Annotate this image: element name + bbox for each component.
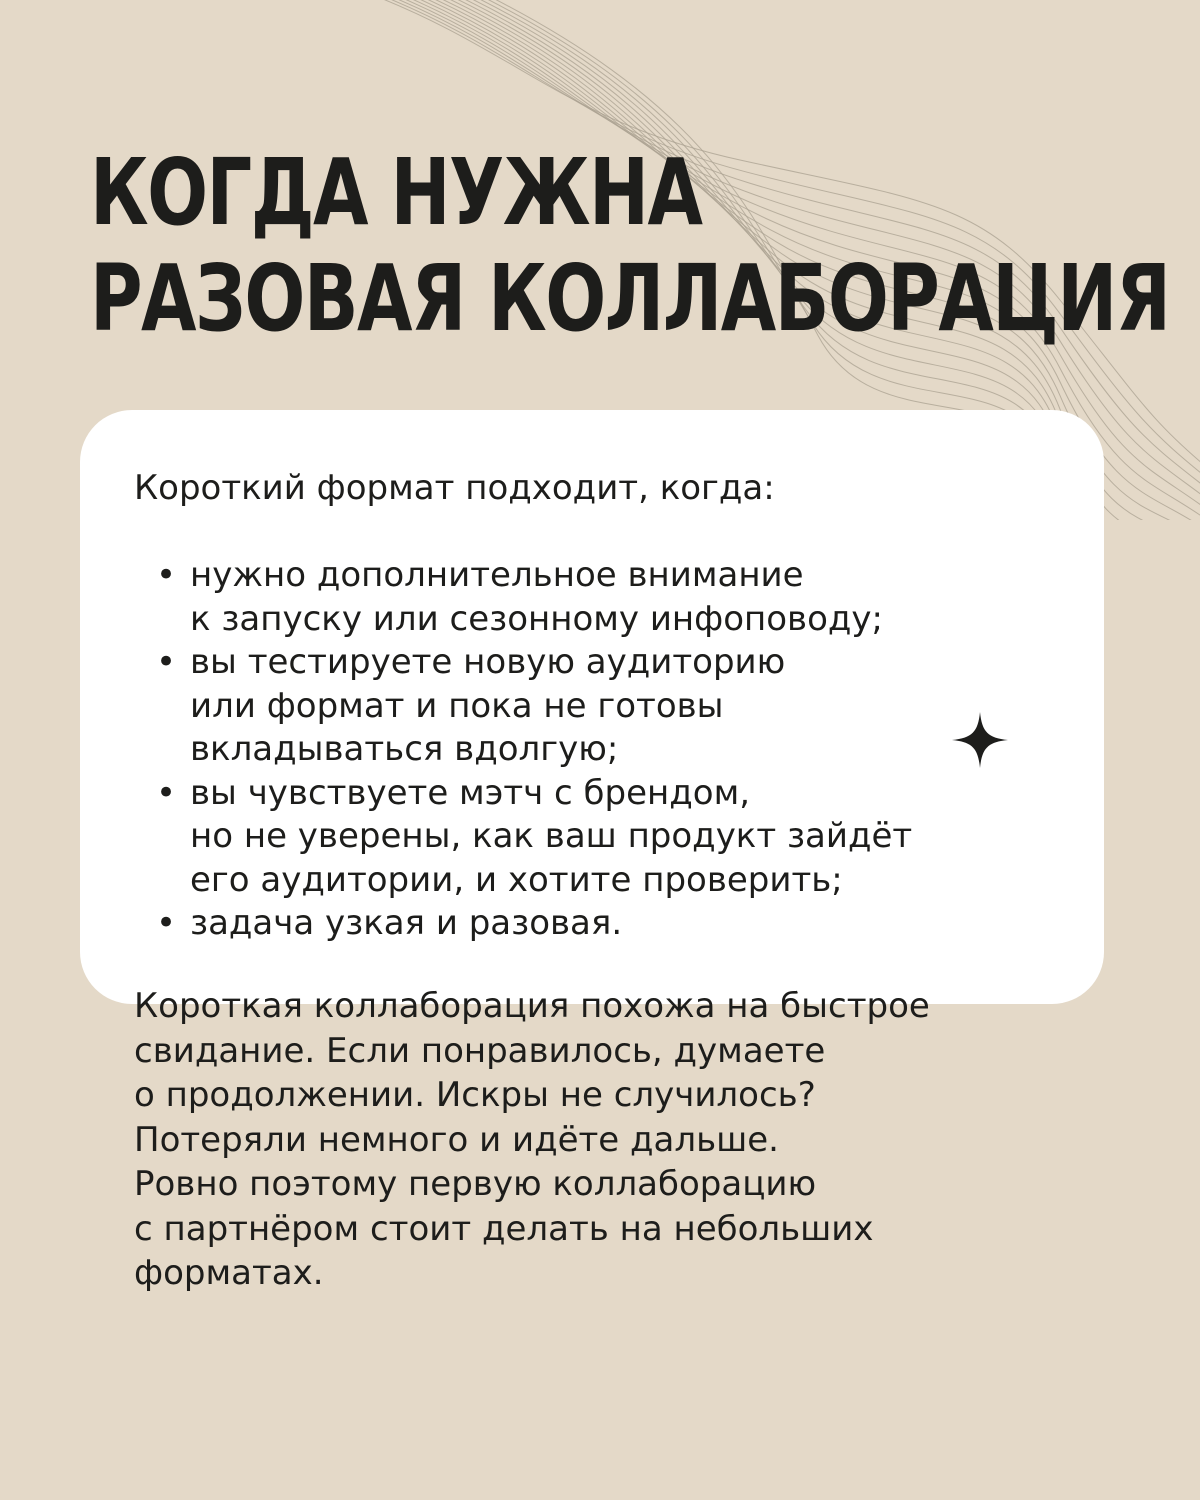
list-item-line: вы тестируете новую аудиторию [190,642,786,682]
outro-line: с партнёром стоит делать на небольших [134,1208,874,1249]
list-item [134,772,912,903]
list-item [134,554,912,641]
bullet-icon: • [156,903,177,943]
list-item-line: его аудитории, и хотите проверить; [190,859,843,900]
outro-line: Ровно поэтому первую коллаборацию [134,1164,817,1204]
outro-line: свидание. Если понравилось, думаете [134,1030,826,1071]
bullet-icon: • [156,555,177,595]
card-intro: Короткий формат подходит, когда: [134,468,775,508]
title-line-1: КОГДА НУЖНА [90,139,702,246]
list-item-line: или формат и пока не готовы [190,685,724,726]
outro-line: форматах. [134,1253,324,1293]
bullet-icon: • [156,642,177,682]
card-outro [134,984,930,1296]
list-item-line: к запуску или сезонному инфоповоду; [190,598,883,639]
list-item [134,902,912,946]
list-item-line: нужно дополнительное внимание [190,555,804,595]
outro-line: о продолжении. Искры не случилось? [134,1075,816,1115]
list-item-line: вы чувствуете мэтч с брендом, [190,772,751,813]
page-title [90,140,1170,352]
bullet-icon: • [156,772,177,813]
outro-line: Короткая коллаборация похожа на быстрое [134,986,930,1026]
four-point-star-icon [950,710,1010,770]
title-line-2: РАЗОВАЯ КОЛЛАБОРАЦИЯ [90,245,1170,352]
list-item-line: задача узкая и разовая. [190,903,623,943]
content-card [80,410,1104,1293]
conditions-list [134,554,912,946]
list-item-line: но не уверены, как ваш продукт зайдёт [190,816,913,856]
list-item-line: вкладываться вдолгую; [190,729,619,769]
list-item [134,641,912,772]
outro-line: Потеряли немного и идёте дальше. [134,1119,779,1160]
